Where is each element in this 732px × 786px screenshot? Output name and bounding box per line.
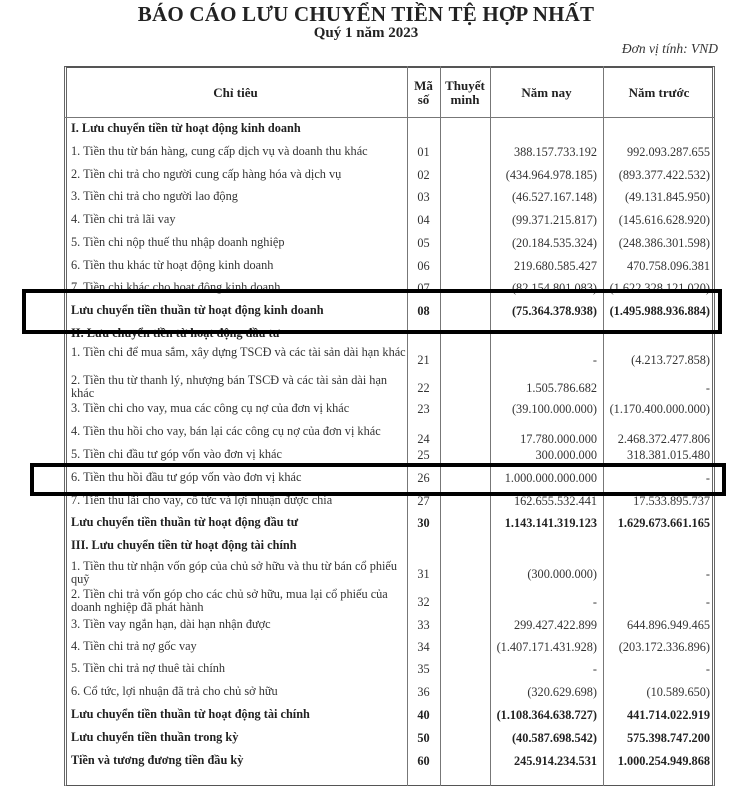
row-label: 7. Tiền chi khác cho hoạt động kinh doanh: [71, 280, 281, 294]
row-current-year-value: (82.154.801.083): [511, 281, 597, 295]
row-label: 1. Tiền thu từ bán hàng, cung cấp dịch vụ và doanh thu khác: [71, 144, 368, 158]
row-previous-year-value: (4.213.727.858): [631, 353, 710, 367]
header-previous-year: Năm trước: [628, 85, 690, 100]
row-code: 06: [417, 259, 430, 273]
row-current-year-value: (40.587.698.542): [511, 731, 597, 745]
row-code: 34: [417, 640, 430, 654]
row-label: Lưu chuyển tiền thuần trong kỳ: [71, 730, 239, 744]
row-previous-year-value: 1.000.254.949.868: [617, 754, 710, 768]
row-previous-year-value: 644.896.949.465: [626, 618, 710, 632]
row-code: 22: [417, 381, 430, 395]
row-label: 3. Tiền vay ngắn hạn, dài hạn nhận được: [71, 617, 271, 631]
row-current-year-value: (1.108.364.638.727): [496, 708, 597, 722]
row-current-year-value: (434.964.978.185): [505, 168, 597, 182]
row-previous-year-value: (248.386.301.598): [618, 236, 710, 250]
row-previous-year-value: 992.093.287.655: [626, 145, 710, 159]
column-divider: [440, 66, 441, 786]
row-label: Lưu chuyển tiền thuần từ hoạt động tài chính: [71, 707, 310, 721]
header-note-line2: minh: [450, 92, 480, 107]
row-code: 08: [417, 304, 430, 318]
row-current-year-value: (320.629.698): [527, 685, 597, 699]
row-code: 33: [417, 618, 430, 632]
row-label: II. Lưu chuyển tiền từ hoạt động đầu tư: [71, 326, 281, 340]
row-label: 4. Tiền chi trả lãi vay: [71, 212, 176, 226]
row-label: 6. Tiền thu hồi đầu tư góp vốn vào đơn vị khác: [71, 470, 302, 484]
row-current-year-value: 1.143.141.319.123: [504, 516, 597, 530]
row-previous-year-value: -: [705, 381, 710, 395]
header-note: [440, 79, 490, 107]
row-code: 24: [417, 432, 430, 446]
row-label: 6. Tiền thu khác từ hoạt động kinh doanh: [71, 258, 274, 272]
row-previous-year-value: (1.622.328.121.020): [609, 281, 710, 295]
row-label: 2. Tiền chi trả vốn góp cho các chủ sở hữu, mua lại cổ phiếu của doanh nghiệp đã phát hành: [71, 587, 388, 614]
row-previous-year-value: (893.377.422.532): [618, 168, 710, 182]
row-code: 26: [417, 471, 430, 485]
row-code: 25: [417, 448, 430, 462]
currency-unit: Đơn vị tính: VND: [621, 41, 718, 56]
row-code: 21: [417, 353, 430, 367]
row-previous-year-value: 2.468.372.477.806: [617, 432, 710, 446]
row-code: 40: [417, 708, 430, 722]
highlight-box-investment-recovery: [30, 463, 726, 496]
row-previous-year-value: 470.758.096.381: [626, 259, 710, 273]
row-label: 3. Tiền chi trả cho người lao động: [71, 189, 238, 203]
row-label: Lưu chuyển tiền thuần từ hoạt động đầu tư: [71, 515, 299, 529]
row-previous-year-value: (145.616.628.920): [618, 213, 710, 227]
row-label: 1. Tiền thu từ nhận vốn góp của chủ sở hữu và thu từ bán cổ phiếu quỹ: [71, 559, 398, 586]
row-code: 03: [417, 190, 430, 204]
row-label: 4. Tiền chi trả nợ gốc vay: [71, 639, 197, 653]
row-current-year-value: -: [592, 353, 597, 367]
row-current-year-value: (99.371.215.817): [511, 213, 597, 227]
row-previous-year-value: (49.131.845.950): [624, 190, 710, 204]
row-label: 5. Tiền chi đầu tư góp vốn vào đơn vị khác: [71, 447, 282, 461]
row-current-year-value: 17.780.000.000: [520, 432, 597, 446]
row-label: 6. Cổ tức, lợi nhuận đã trả cho chủ sở hữu: [71, 684, 278, 698]
header-code-line1: Mã: [414, 78, 433, 93]
row-previous-year-value: (1.170.400.000.000): [609, 402, 710, 416]
header-code: [407, 79, 440, 107]
row-label: Lưu chuyển tiền thuần từ hoạt động kinh doanh: [71, 303, 324, 317]
report-title: BÁO CÁO LƯU CHUYỂN TIỀN TỆ HỢP NHẤT: [137, 2, 595, 26]
row-previous-year-value: (1.495.988.936.884): [609, 304, 710, 318]
row-current-year-value: 162.655.532.441: [513, 494, 597, 508]
row-current-year-value: 219.680.585.427: [513, 259, 597, 273]
row-previous-year-value: 17.533.895.737: [633, 494, 710, 508]
highlight-box-operating-net: [22, 289, 722, 334]
row-label: 3. Tiền chi cho vay, mua các công cụ nợ của đơn vị khác: [71, 401, 350, 415]
row-current-year-value: (39.100.000.000): [511, 402, 597, 416]
row-current-year-value: -: [592, 595, 597, 609]
row-current-year-value: 1.000.000.000.000: [504, 471, 597, 485]
row-previous-year-value: 575.398.747.200: [626, 731, 710, 745]
row-current-year-value: 299.427.422.899: [513, 618, 597, 632]
row-previous-year-value: 318.381.015.480: [626, 448, 710, 462]
row-label: 5. Tiền chi nộp thuế thu nhập doanh nghiệp: [71, 235, 285, 249]
row-previous-year-value: (10.589.650): [646, 685, 710, 699]
row-code: 23: [417, 402, 430, 416]
row-current-year-value: -: [592, 662, 597, 676]
row-code: 36: [417, 685, 430, 699]
header-current-year: Năm nay: [521, 85, 572, 100]
row-label: 7. Tiền thu lãi cho vay, cổ tức và lợi nhuận được chia: [71, 493, 333, 507]
row-previous-year-value: -: [705, 471, 710, 485]
row-previous-year-value: 1.629.673.661.165: [617, 516, 710, 530]
header-code-line2: số: [417, 92, 430, 107]
row-code: 50: [417, 731, 430, 745]
header-note-line1: Thuyết: [445, 78, 485, 93]
row-code: 31: [417, 567, 430, 581]
row-label: Tiền và tương đương tiền đầu kỳ: [71, 753, 244, 767]
row-previous-year-value: (203.172.336.896): [618, 640, 710, 654]
row-previous-year-value: -: [705, 567, 710, 581]
row-current-year-value: (75.364.378.938): [511, 304, 597, 318]
row-current-year-value: 388.157.733.192: [513, 145, 597, 159]
row-code: 04: [417, 213, 430, 227]
row-code: 01: [417, 145, 430, 159]
row-code: 35: [417, 662, 430, 676]
row-code: 32: [417, 595, 430, 609]
row-current-year-value: (1.407.171.431.928): [496, 640, 597, 654]
row-code: 07: [417, 281, 430, 295]
row-current-year-value: (46.527.167.148): [511, 190, 597, 204]
row-label: 1. Tiền chi để mua sắm, xây dựng TSCĐ và các tài sản dài hạn khác: [71, 345, 406, 359]
row-code: 30: [417, 516, 430, 530]
row-code: 60: [417, 754, 430, 768]
row-label: 4. Tiền thu hồi cho vay, bán lại các công cụ nợ của đơn vị khác: [71, 424, 381, 438]
row-label: 2. Tiền thu từ thanh lý, nhượng bán TSCĐ và các tài sản dài hạn khác: [71, 373, 388, 400]
row-current-year-value: (300.000.000): [527, 567, 597, 581]
header-divider: [64, 117, 715, 118]
row-code: 02: [417, 168, 430, 182]
row-label: I. Lưu chuyển tiền từ hoạt động kinh doanh: [71, 121, 301, 135]
row-code: 05: [417, 236, 430, 250]
row-current-year-value: (20.184.535.324): [511, 236, 597, 250]
row-label: 5. Tiền chi trả nợ thuê tài chính: [71, 661, 226, 675]
row-label: 2. Tiền chi trả cho người cung cấp hàng hóa và dịch vụ: [71, 167, 342, 181]
row-current-year-value: 245.914.234.531: [513, 754, 597, 768]
row-code: 27: [417, 494, 430, 508]
row-current-year-value: 300.000.000: [535, 448, 597, 462]
report-period: Quý 1 năm 2023: [313, 25, 419, 41]
header-indicator: Chỉ tiêu: [213, 85, 258, 100]
row-previous-year-value: -: [705, 595, 710, 609]
row-previous-year-value: -: [705, 662, 710, 676]
row-previous-year-value: 441.714.022.919: [626, 708, 710, 722]
row-current-year-value: 1.505.786.682: [526, 381, 597, 395]
row-label: III. Lưu chuyển tiền từ hoạt động tài chính: [71, 538, 297, 552]
